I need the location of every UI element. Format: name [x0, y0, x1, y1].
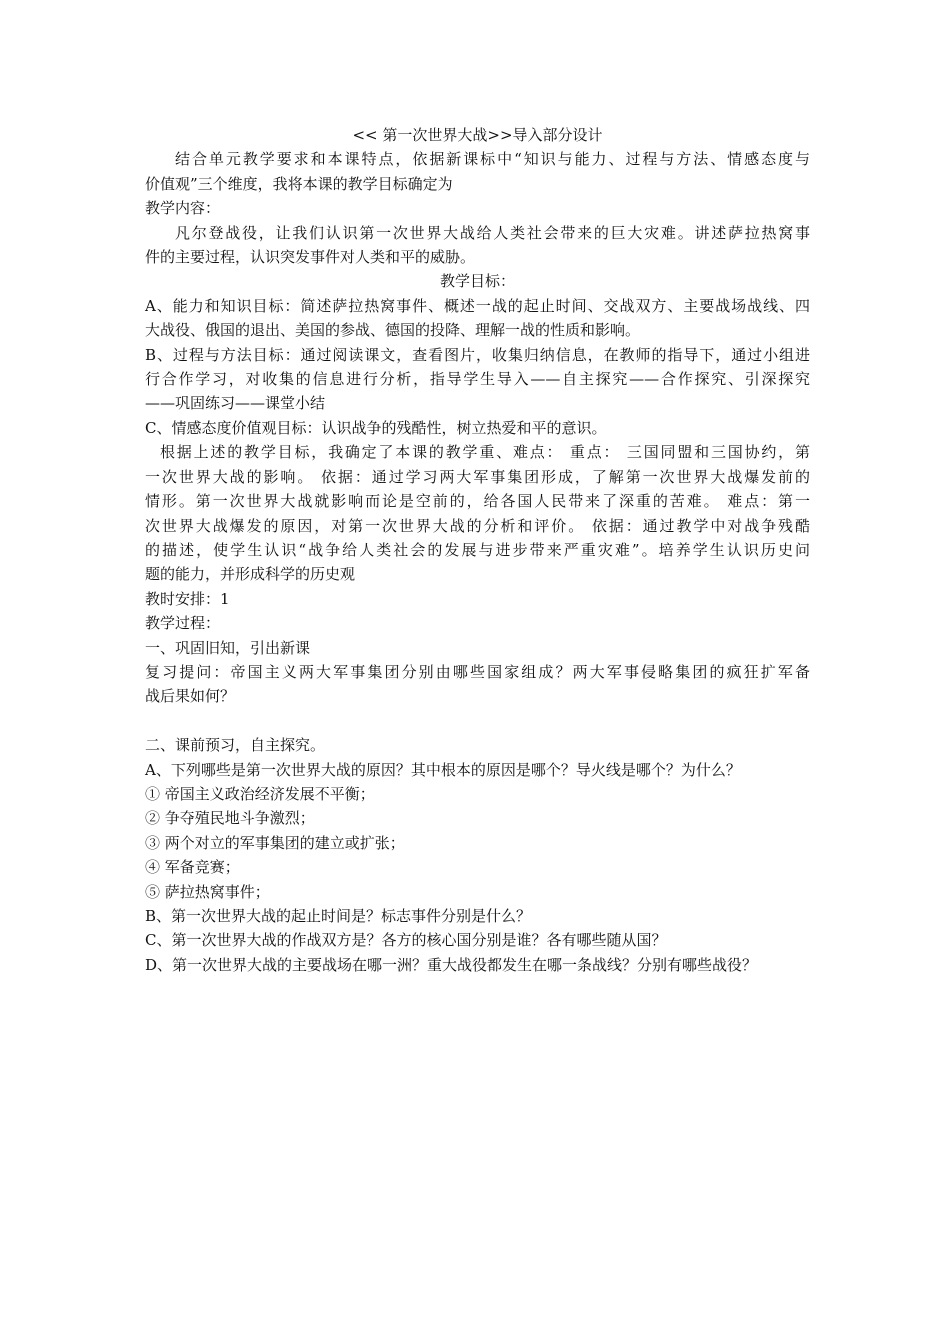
question-line: B、第一次世界大战的起止时间是？标志事件分别是什么？ [145, 906, 532, 925]
list-item: ④ 军备竞赛； [145, 858, 240, 877]
section-heading: 教学目标： [439, 272, 515, 291]
paragraph-line: 结合单元教学要求和本课特点，依据新课标中“知识与能力、过程与方法、情感态度与 [175, 150, 810, 169]
section-heading: 教学内容： [145, 199, 221, 218]
paragraph-line: 根据上述的教学目标，我确定了本课的教学重、难点： 重点： 三国同盟和三国协约，第 [160, 443, 810, 462]
paragraph-line: 情形。第一次世界大战就影响而论是空前的，给各国人民带来了深重的苦难。 难点：第一 [145, 492, 810, 511]
paragraph-line: C、情感态度价值观目标：认识战争的残酷性，树立热爱和平的意识。 [145, 418, 607, 437]
paragraph-line: A、能力和知识目标：简述萨拉热窝事件、概述一战的起止时间、交战双方、主要战场战线、四 [145, 296, 810, 315]
paragraph-line: 复习提问：帝国主义两大军事集团分别由哪些国家组成？两大军事侵略集团的疯狂扩军备 [145, 662, 810, 681]
question-line: A、下列哪些是第一次世界大战的原因？其中根本的原因是哪个？导火线是哪个？为什么？ [145, 760, 741, 779]
paragraph-line: 题的能力，并形成科学的历史观 [145, 565, 356, 584]
section-heading: 教学过程： [145, 614, 221, 633]
blank-line [145, 709, 810, 733]
paragraph-line: B、过程与方法目标：通过阅读课文，查看图片，收集归纳信息，在教师的指导下，通过小组进 [145, 345, 810, 364]
paragraph-line: 大战役、俄国的退出、美国的参战、德国的投降、理解一战的性质和影响。 [145, 321, 641, 340]
question-line: C、第一次世界大战的作战双方是？各方的核心国分别是谁？各有哪些随从国？ [145, 931, 667, 950]
paragraph-line: 行合作学习，对收集的信息进行分析，指导学生导入——自主探究——合作探究、引深探究 [145, 370, 810, 389]
paragraph-line: ——巩固练习——课堂小结 [145, 394, 326, 413]
list-item: ③ 两个对立的军事集团的建立或扩张； [145, 833, 405, 852]
question-line: D、第一次世界大战的主要战场在哪一洲？重大战役都发生在哪一条战线？分别有哪些战役？ [145, 955, 758, 974]
section-heading: 一、巩固旧知，引出新课 [145, 638, 311, 657]
paragraph-line: 的描述，使学生认识“战争给人类社会的发展与进步带来严重灾难”。培养学生认识历史问 [145, 540, 810, 559]
document-title: << 第一次世界大战>>导入部分设计 [352, 126, 603, 144]
list-item: ⑤ 萨拉热窝事件； [145, 882, 270, 901]
paragraph-line: 件的主要过程，认识突发事件对人类和平的威胁。 [145, 248, 476, 267]
paragraph-line: 次世界大战爆发的原因，对第一次世界大战的分析和评价。 依据：通过教学中对战争残酷 [145, 516, 810, 535]
document-page [145, 123, 810, 977]
paragraph-line: 教时安排：1 [145, 589, 230, 608]
paragraph-line: 凡尔登战役，让我们认识第一次世界大战给人类社会带来的巨大灾难。讲述萨拉热窝事 [175, 223, 810, 242]
list-item: ② 争夺殖民地斗争激烈； [145, 809, 315, 828]
paragraph-line: 一次世界大战的影响。 依据：通过学习两大军事集团形成，了解第一次世界大战爆发前的 [145, 467, 810, 486]
list-item: ① 帝国主义政治经济发展不平衡； [145, 784, 375, 803]
section-heading: 二、课前预习，自主探究。 [145, 736, 326, 755]
paragraph-line: 价值观”三个维度，我将本课的教学目标确定为 [145, 174, 453, 193]
paragraph-line: 战后果如何？ [145, 687, 236, 706]
